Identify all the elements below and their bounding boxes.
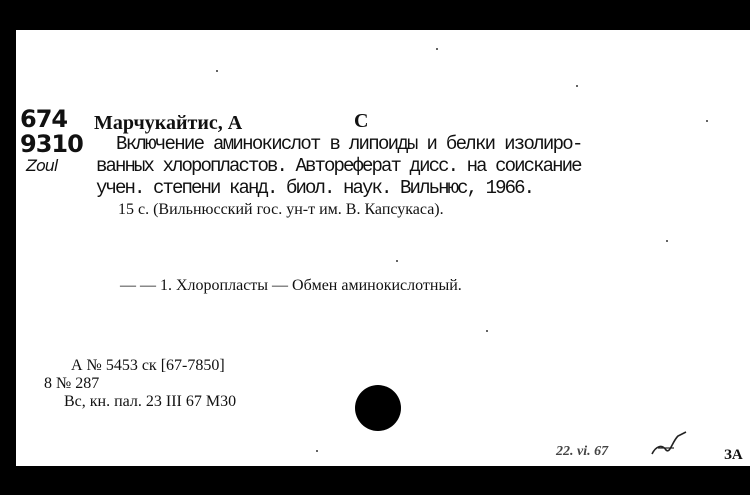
speck <box>576 85 578 87</box>
speck <box>316 450 318 452</box>
author-name: Марчукайтис, А <box>94 112 243 134</box>
chamber-line: Вс, кн. пал. 23 III 67 М30 <box>64 393 237 410</box>
title-line-3: учен. степени канд. биол. наук. Вильнюс, 1966. <box>96 177 534 199</box>
title-line-1: Включение аминокислот в липоиды и белки изолиро- <box>116 133 582 155</box>
handwritten-note: Zoul <box>26 156 58 175</box>
accession-number: А № 5453 ск [67-7850] <box>71 357 225 374</box>
catalog-card <box>16 30 750 466</box>
call-number-line1: 674 <box>20 105 68 133</box>
speck <box>436 48 438 50</box>
stamp-date: 22. vi. 67 <box>556 444 609 459</box>
stamp-initial: ЗА <box>724 447 743 463</box>
number-line: 8 № 287 <box>44 375 100 392</box>
category-letter: С <box>354 110 369 132</box>
signature-scribble <box>648 428 688 458</box>
call-number-line2: 9310 <box>20 130 83 158</box>
collation-line: 15 с. (Вильнюсский гос. ун-т им. В. Капсукаса). <box>118 201 444 218</box>
punch-hole <box>355 385 401 431</box>
speck <box>396 260 398 262</box>
speck <box>666 240 668 242</box>
title-line-2: ванных хлоропластов. Автореферат дисс. на соискание <box>96 155 581 177</box>
speck <box>486 330 488 332</box>
speck <box>216 70 218 72</box>
speck <box>706 120 708 122</box>
subject-heading: — — 1. Хлоропласты — Обмен аминокислотный. <box>120 277 462 294</box>
